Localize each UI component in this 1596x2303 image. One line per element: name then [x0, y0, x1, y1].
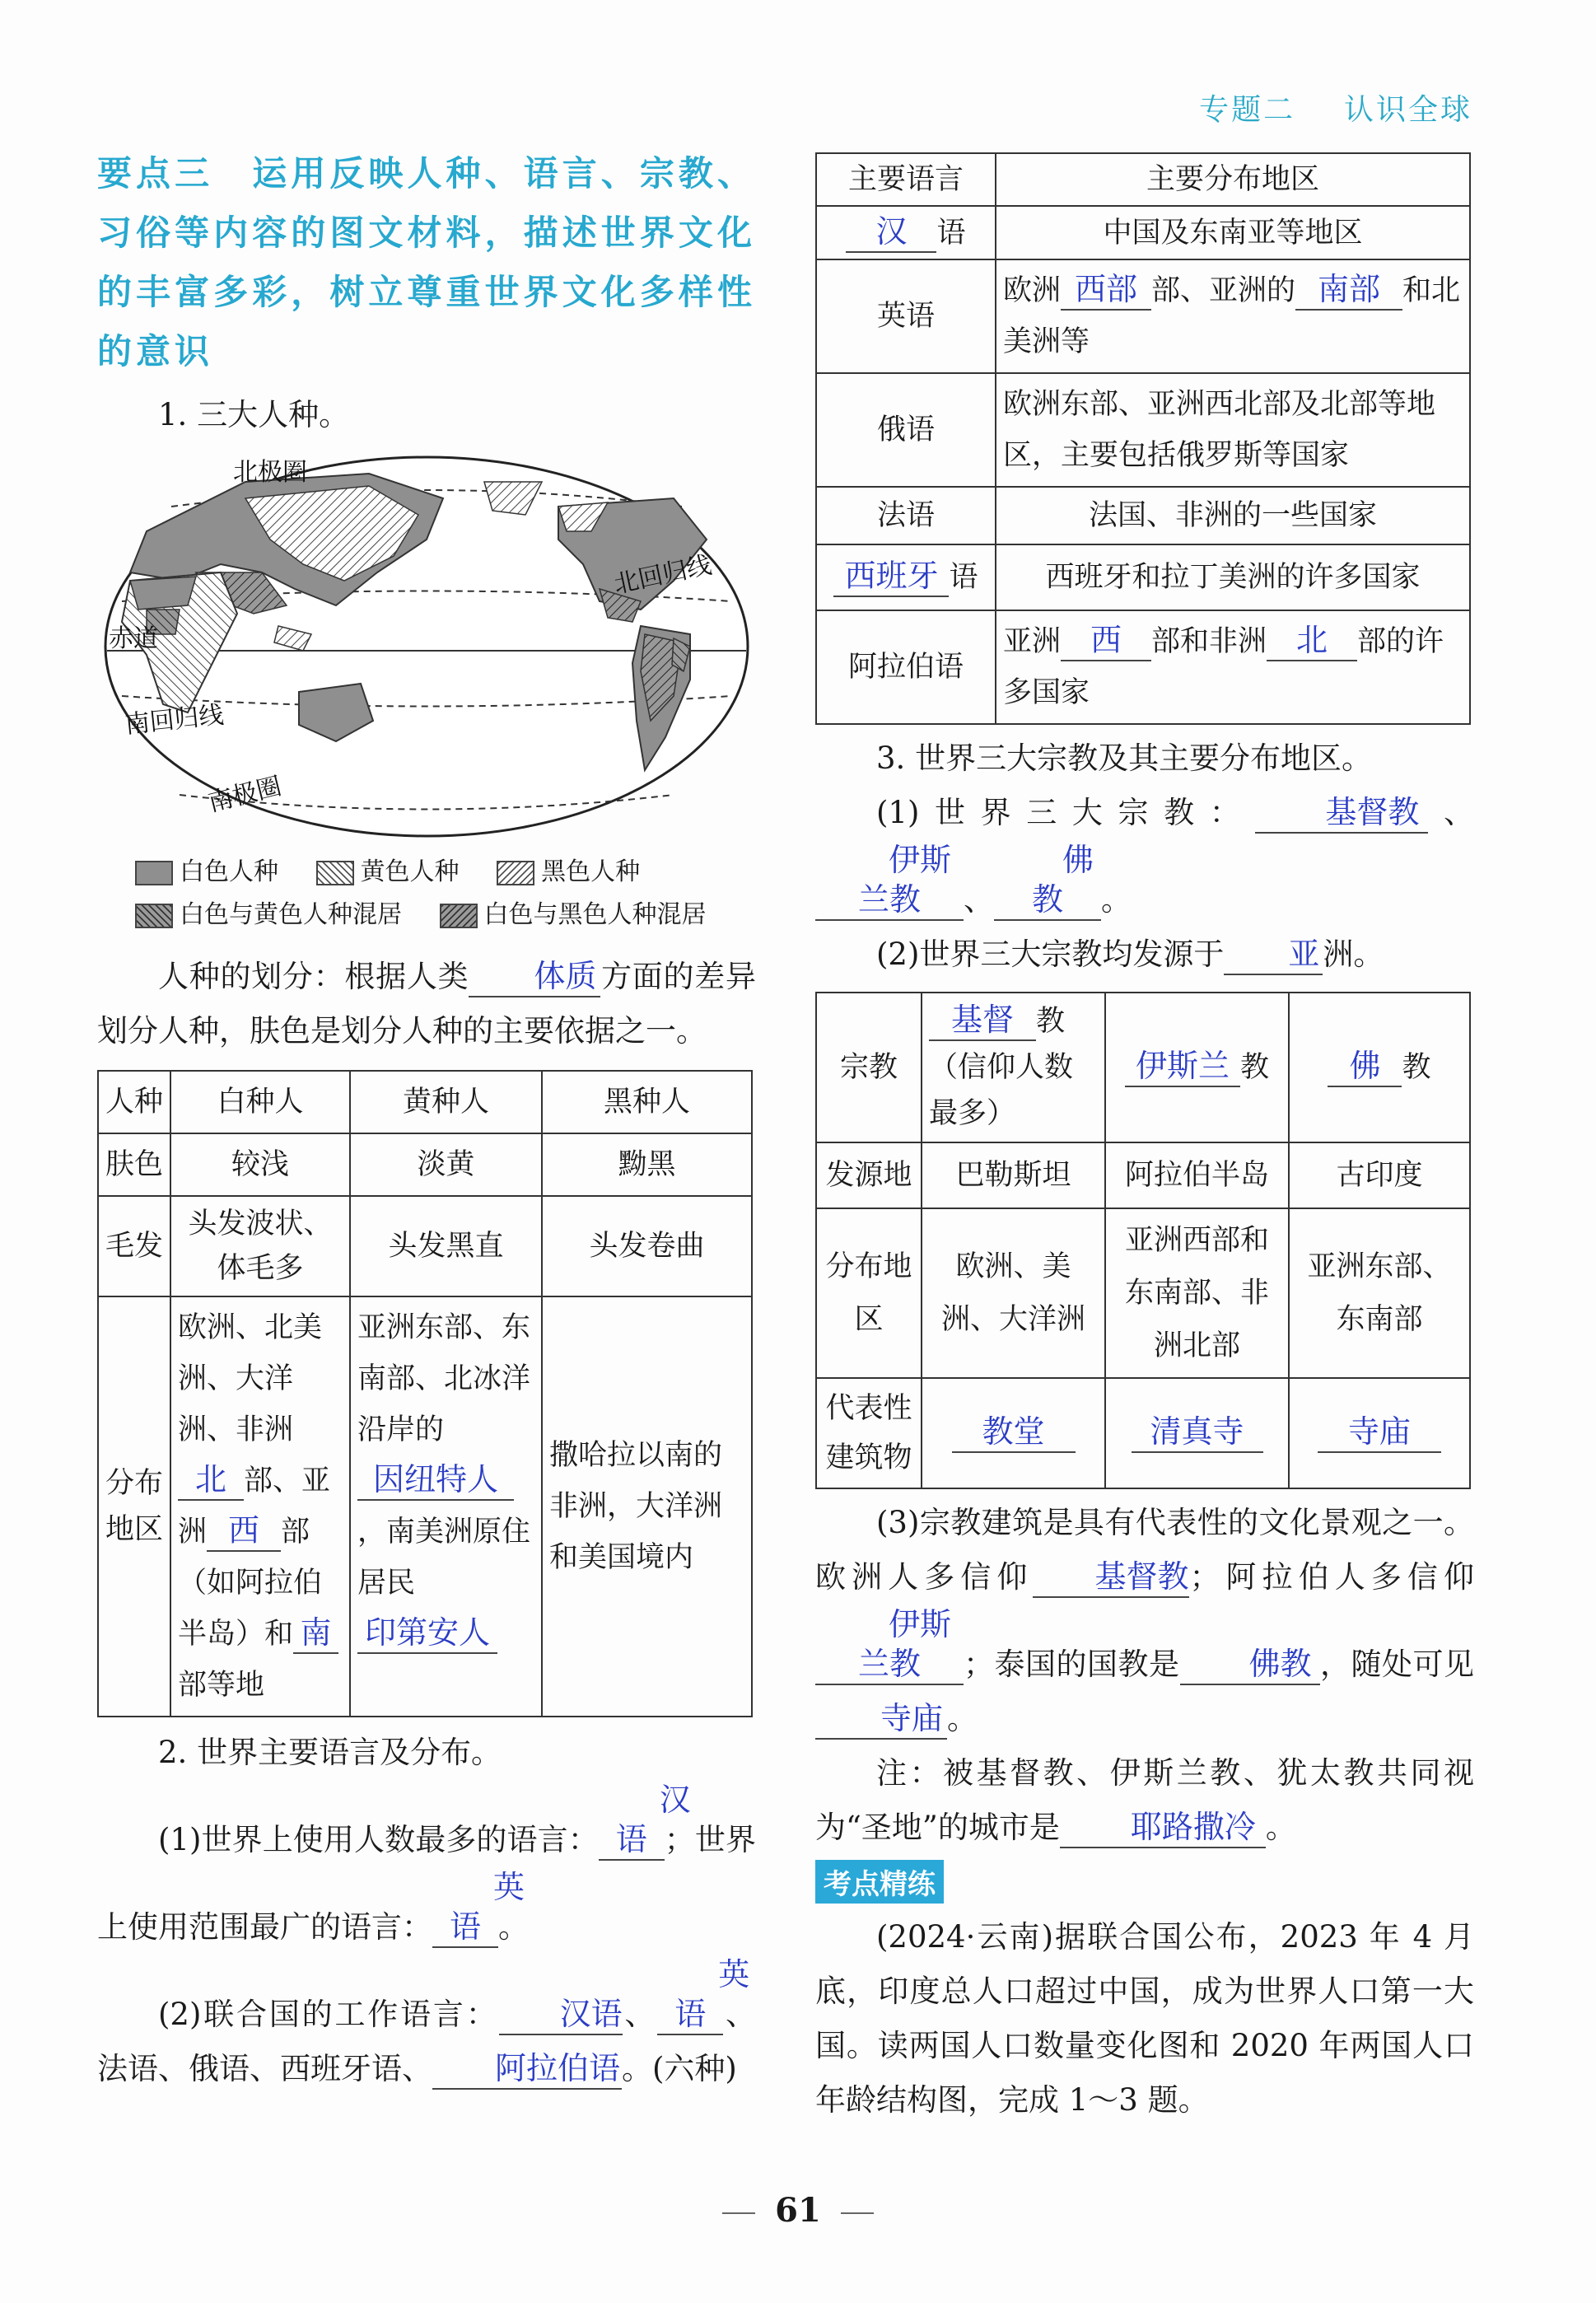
answer-south: 南 [293, 1613, 338, 1654]
lang-english-area: 欧洲 西部 部、亚洲的 南部 和北美洲等 [996, 259, 1470, 373]
race-header-label: 人种 [98, 1071, 170, 1133]
answer-most-spoken: 汉语 [599, 1780, 665, 1861]
race-header-white: 白种人 [170, 1071, 350, 1133]
answer-spanish: 西班牙 [833, 556, 949, 597]
answer-christ: 基督 [929, 1000, 1036, 1041]
lang-arabic-area: 亚洲 西 部和非洲 北 部的许多国家 [996, 610, 1470, 724]
lang-english: 英语 [816, 259, 996, 373]
lang-french-area: 法国、非洲的一些国家 [996, 487, 1470, 544]
arctic-label: 北极圈 [233, 458, 307, 487]
lang-french: 法语 [816, 487, 996, 544]
practice-text: (2024·云南)据联合国公布，2023 年 4 月底，印度总人口超过中国，成为世界人口第一大国。读两国人口数量变化图和 2020 年两国人口年龄结构图，完成 1～3 题。 [815, 1919, 1474, 2118]
hair-label: 毛发 [98, 1196, 170, 1296]
language-table [815, 152, 1471, 725]
answer-asia: 亚 [1224, 934, 1323, 975]
hair-black: 头发卷曲 [542, 1196, 752, 1296]
answer-mosque: 清真寺 [1132, 1412, 1263, 1453]
answer-south-asia: 南部 [1295, 269, 1402, 311]
lang-russian-area: 欧洲东部、亚洲西北部及北部等地区，主要包括俄罗斯等国家 [996, 373, 1470, 487]
race-table [97, 1070, 753, 1717]
race-heading: 1. 三大人种。 [158, 397, 350, 432]
answer-north-africa: 北 [1267, 620, 1357, 661]
equator-label: 赤道 [109, 624, 158, 653]
arch-christianity [922, 1378, 1105, 1488]
answer-islam: 伊斯兰教 [815, 840, 964, 921]
keypoint-heading: 要点三 运用反映人种、语言、宗教、习俗等内容的图文材料，描述世界文化的丰富多彩，树立尊重世界文化多样性的意识 [97, 153, 756, 371]
answer-han: 汉 [846, 212, 936, 253]
answer-un-arabic: 阿拉伯语 [432, 2048, 622, 2090]
lang-spanish: 西班牙 语 [816, 544, 996, 610]
race-map [97, 449, 756, 844]
practice-badge: 考点精练 [815, 1860, 944, 1904]
answer-church: 教堂 [952, 1412, 1076, 1453]
lang-chinese-area: 中国及东南亚等地区 [996, 206, 1470, 259]
origin-christianity: 巴勒斯坦 [922, 1142, 1105, 1208]
lang-arabic: 阿拉伯语 [816, 610, 996, 724]
page-number-value: 61 [775, 2191, 821, 2230]
lang-russian: 俄语 [816, 373, 996, 487]
answer-indians: 印第安人 [357, 1613, 497, 1654]
topic-label: 专题二 [1199, 93, 1296, 127]
distribution-label: 分布地区 [816, 1208, 922, 1378]
answer-inuit: 因纽特人 [357, 1460, 514, 1501]
skin-black: 黝黑 [542, 1133, 752, 1196]
religion-q2: (2)世界三大宗教均发源于 亚 洲。 [815, 927, 1474, 982]
answer-widest: 英语 [432, 1867, 498, 1948]
race-header-black: 黑种人 [542, 1071, 752, 1133]
arch-islam [1105, 1378, 1289, 1488]
black-distribution: 撒哈拉以南的非洲，大洋洲和美国境内 [542, 1296, 752, 1717]
legend-yellow: 黄色人种 [360, 857, 460, 886]
distribution-label: 分布地区 [98, 1296, 170, 1717]
dist-buddhism: 亚洲东部、东南部 [1289, 1208, 1470, 1378]
practice-section [815, 1860, 1474, 1904]
tropic-n-label: 北回归线 [611, 550, 715, 600]
origin-islam: 阿拉伯半岛 [1105, 1142, 1289, 1208]
lang-spanish-area: 西班牙和拉丁美洲的许多国家 [996, 544, 1470, 610]
dist-christianity: 欧洲、美洲、大洋洲 [922, 1208, 1105, 1378]
yellow-race-swatch [316, 861, 354, 885]
language-q1: (1)世界上使用人数最多的语言：汉语 ；世界上使用范围最广的语言：英语 。 [97, 1780, 756, 1955]
answer-west-asia: 西 [1061, 620, 1151, 661]
page-header [1199, 86, 1472, 128]
arch-buddhism [1289, 1378, 1470, 1488]
page-dash-right [841, 2212, 874, 2214]
race-division-text: 人种的划分：根据人类 体质 方面的差异划分人种，肤色是划分人种的主要依据之一。 [97, 958, 757, 1049]
white-black-swatch [440, 904, 478, 928]
origin-buddhism: 古印度 [1289, 1142, 1470, 1208]
answer-arab-religion: 伊斯兰教 [815, 1605, 964, 1685]
lang-chinese: 汉 语 [816, 206, 996, 259]
legend-white-yellow: 白色与黄色人种混居 [180, 900, 402, 929]
architecture-label: 代表性建筑物 [816, 1378, 922, 1488]
legend-white: 白色人种 [180, 857, 278, 886]
answer-christianity: 基督教 [1255, 792, 1428, 834]
religion-table [815, 992, 1471, 1489]
answer-north: 北 [178, 1460, 244, 1501]
white-yellow-swatch [135, 904, 173, 928]
hair-white: 头发波状、体毛多 [170, 1196, 350, 1296]
religion-q1: (1)世界三大宗教： 基督教 、伊斯兰教 、佛教 。 [815, 786, 1474, 927]
answer-west-europe: 西部 [1061, 269, 1151, 311]
answer-thai-religion: 佛教 [1180, 1644, 1320, 1685]
right-column [815, 152, 1474, 2128]
answer-islam-cell: 伊斯兰 [1125, 1046, 1240, 1087]
religion-buddhism: 佛 教 [1289, 993, 1470, 1142]
race-header-yellow: 黄种人 [350, 1071, 542, 1133]
white-distribution: 欧洲、北美洲、大洋洲、非洲北 部、亚 洲 西 部（如阿拉伯半岛）和 南部等地 [170, 1296, 350, 1717]
yellow-distribution: 亚洲东部、东南部、北冰洋沿岸的因纽特人，南美洲原住居民印第安人 [350, 1296, 542, 1717]
antarctic-label: 南极圈 [205, 772, 285, 818]
origin-label: 发源地 [816, 1142, 922, 1208]
answer-un-chinese: 汉语 [499, 1994, 623, 2035]
answer-west: 西 [207, 1511, 281, 1552]
topic-title: 认识全球 [1343, 93, 1472, 127]
page-dash-left [722, 2212, 755, 2214]
legend-black: 黑色人种 [541, 857, 641, 886]
religion-heading: 3. 世界三大宗教及其主要分布地区。 [876, 740, 1373, 776]
answer-physique: 体质 [469, 956, 600, 997]
answer-buddhism: 佛教 [994, 840, 1101, 921]
legend-white-black: 白色与黑色人种混居 [483, 900, 707, 929]
answer-jerusalem: 耶路撒冷 [1060, 1807, 1266, 1848]
religion-islam: 伊斯兰 教 [1105, 993, 1289, 1142]
language-heading: 2. 世界主要语言及分布。 [158, 1735, 502, 1770]
religion-label: 宗教 [816, 993, 922, 1142]
answer-buddha: 佛 [1328, 1046, 1402, 1087]
world-map-figure [97, 449, 756, 844]
skin-yellow: 淡黄 [350, 1133, 542, 1196]
map-legend [97, 851, 756, 937]
lang-header-area: 主要分布地区 [996, 153, 1470, 206]
skin-white: 较浅 [170, 1133, 350, 1196]
white-race-swatch [135, 861, 173, 885]
answer-europe-religion: 基督教 [1033, 1557, 1189, 1598]
answer-un-english: 英语 [657, 1955, 723, 2035]
lang-header-language: 主要语言 [816, 153, 996, 206]
holy-city-note: 注：被基督教、伊斯兰教、犹太教共同视为“圣地”的城市是 耶路撒冷 。 [815, 1746, 1474, 1855]
answer-temple: 寺庙 [1318, 1412, 1441, 1453]
religion-q3: (3)宗教建筑是具有代表性的文化景观之一。欧洲人多信仰 基督教；阿拉伯人多信仰伊斯兰教 ；泰国的国教是 佛教 ，随处可见寺庙 。 [815, 1496, 1474, 1746]
black-race-swatch [497, 861, 534, 885]
hair-yellow: 头发黑直 [350, 1196, 542, 1296]
page-number [0, 2191, 1596, 2230]
language-q2: (2)联合国的工作语言： 汉语、英语 、法语、俄语、西班牙语、 阿拉伯语。(六种) [97, 1955, 756, 2096]
dist-islam: 亚洲西部和东南部、非洲北部 [1105, 1208, 1289, 1378]
answer-thai-building: 寺庙 [815, 1698, 947, 1740]
skin-label: 肤色 [98, 1133, 170, 1196]
religion-christianity: 基督 教（信仰人数最多） [922, 993, 1105, 1142]
left-column [97, 144, 756, 2096]
tropic-s-label: 南回归线 [124, 700, 226, 740]
